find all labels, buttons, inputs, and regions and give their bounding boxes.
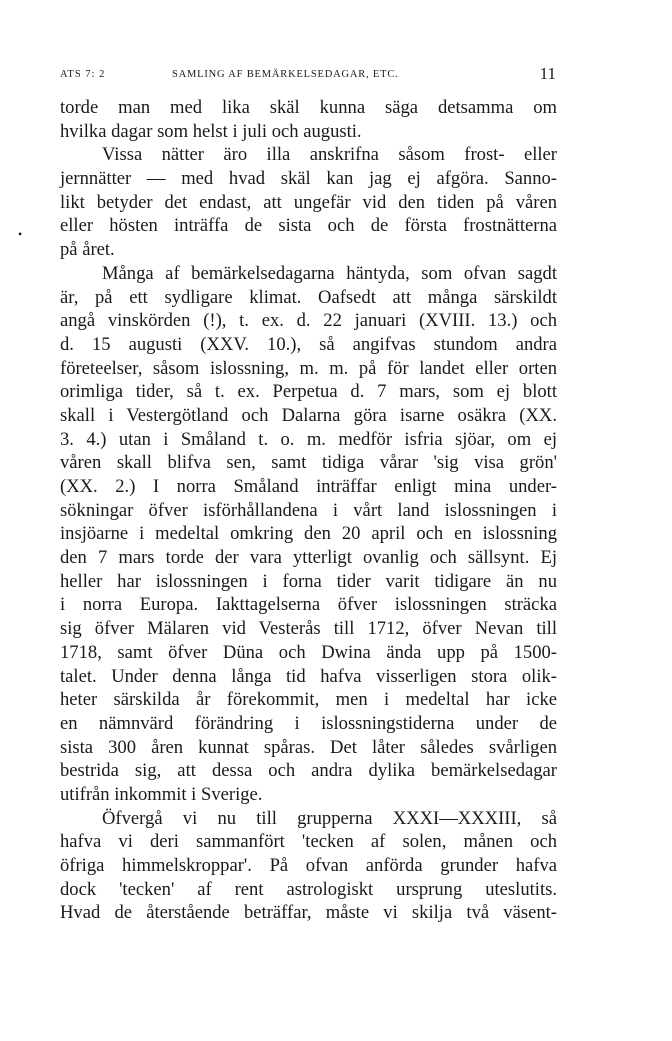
text-line: 1718, samt öfver Düna och Dwina ända upp på 1500- xyxy=(60,641,557,663)
text-line: 3. 4.) utan i Småland t. o. m. medför isfria sjöar, om ej xyxy=(60,428,557,450)
text-line: är, på ett sydligare klimat. Oafsedt att många särskildt xyxy=(60,286,557,308)
text-line: sökningar öfver isförhållandena i vårt land islossningen i xyxy=(60,499,557,521)
text-line: hvilka dagar som helst i juli och augusti. xyxy=(60,120,362,142)
page-number: 11 xyxy=(539,64,556,83)
text-line: talet. Under denna långa tid hafva visserligen stora olik- xyxy=(60,665,557,687)
text-line: en nämnvärd förändring i islossningstiderna under de xyxy=(60,712,557,734)
text-line: bestrida sig, att dessa och andra dylika bemärkelsedagar xyxy=(60,760,557,782)
text-line: skall i Vestergötland och Dalarna göra isarne osäkra (XX. xyxy=(60,404,557,426)
text-line: utifrån inkommit i Sverige. xyxy=(60,783,263,805)
text-line: sista 300 åren kunnat spåras. Det låter således svårligen xyxy=(60,736,557,758)
text-line: torde man med lika skäl kunna säga detsamma om xyxy=(60,97,557,118)
body-text xyxy=(60,96,557,925)
text-line: våren skall blifva sen, samt tidiga vårar 'sig visa grön' xyxy=(60,452,557,474)
text-line: heller har islossningen i forna tider varit tidigare än nu xyxy=(60,570,557,592)
text-line: heter särskilda år förekommit, men i medeltal har icke xyxy=(60,689,557,711)
text-line: Många af bemärkelsedagarna häntyda, som ofvan sagdt xyxy=(102,262,557,284)
text-line: Öfvergå vi nu till grupperna XXXI—XXXIII, så xyxy=(102,807,557,829)
text-line: (XX. 2.) I norra Småland inträffar enligt mina under- xyxy=(60,476,557,497)
text-line: i norra Europa. Iakttagelserna öfver islossningen sträcka xyxy=(60,594,557,616)
text-line: jernnätter — med hvad skäl kan jag ej afgöra. Sanno- xyxy=(60,168,557,190)
text-line: d. 15 augusti (XXV. 10.), så angifvas stundom andra xyxy=(60,333,557,355)
text-line: eller hösten inträffa de sista och de första frostnätterna xyxy=(60,215,557,237)
text-line: öfriga himmelskroppar'. På ofvan anförda grunder hafva xyxy=(60,855,557,876)
text-line: dock 'tecken' af rent astrologiskt ursprung uteslutits. xyxy=(60,878,557,900)
text-line: insjöarne i medeltal omkring den 20 april och en islossning xyxy=(60,523,557,545)
running-title: SAMLING AF BEMÄRKELSEDAGAR, ETC. xyxy=(172,69,399,80)
text-line: den 7 mars torde der vara ytterligt ovanlig och sällsynt. Ej xyxy=(60,547,557,569)
text-line: hafva vi deri sammanfört 'tecken af solen, månen och xyxy=(60,831,557,853)
text-line: på året. xyxy=(60,239,115,261)
text-line: likt betyder det endast, att ungefär vid den tiden på våren xyxy=(60,191,557,213)
margin-mark: • xyxy=(18,227,23,241)
text-line: företeelser, såsom islossning, m. m. på för landet eller orten xyxy=(60,357,557,379)
text-line: sig öfver Mälaren vid Vesterås till 1712, öfver Nevan till xyxy=(60,618,557,640)
text-line: Hvad de återstående beträffar, måste vi skilja två väsent- xyxy=(60,902,557,924)
text-line: orimliga tider, så t. ex. Perpetua d. 7 mars, som ej blott xyxy=(60,381,557,403)
text-line: Vissa nätter äro illa anskrifna såsom frost- eller xyxy=(102,144,557,166)
text-line: angå vinskörden (!), t. ex. d. 22 januari (XVIII. 13.) och xyxy=(60,310,557,332)
series-label: ATS 7: 2 xyxy=(60,69,106,80)
running-header xyxy=(60,64,556,86)
